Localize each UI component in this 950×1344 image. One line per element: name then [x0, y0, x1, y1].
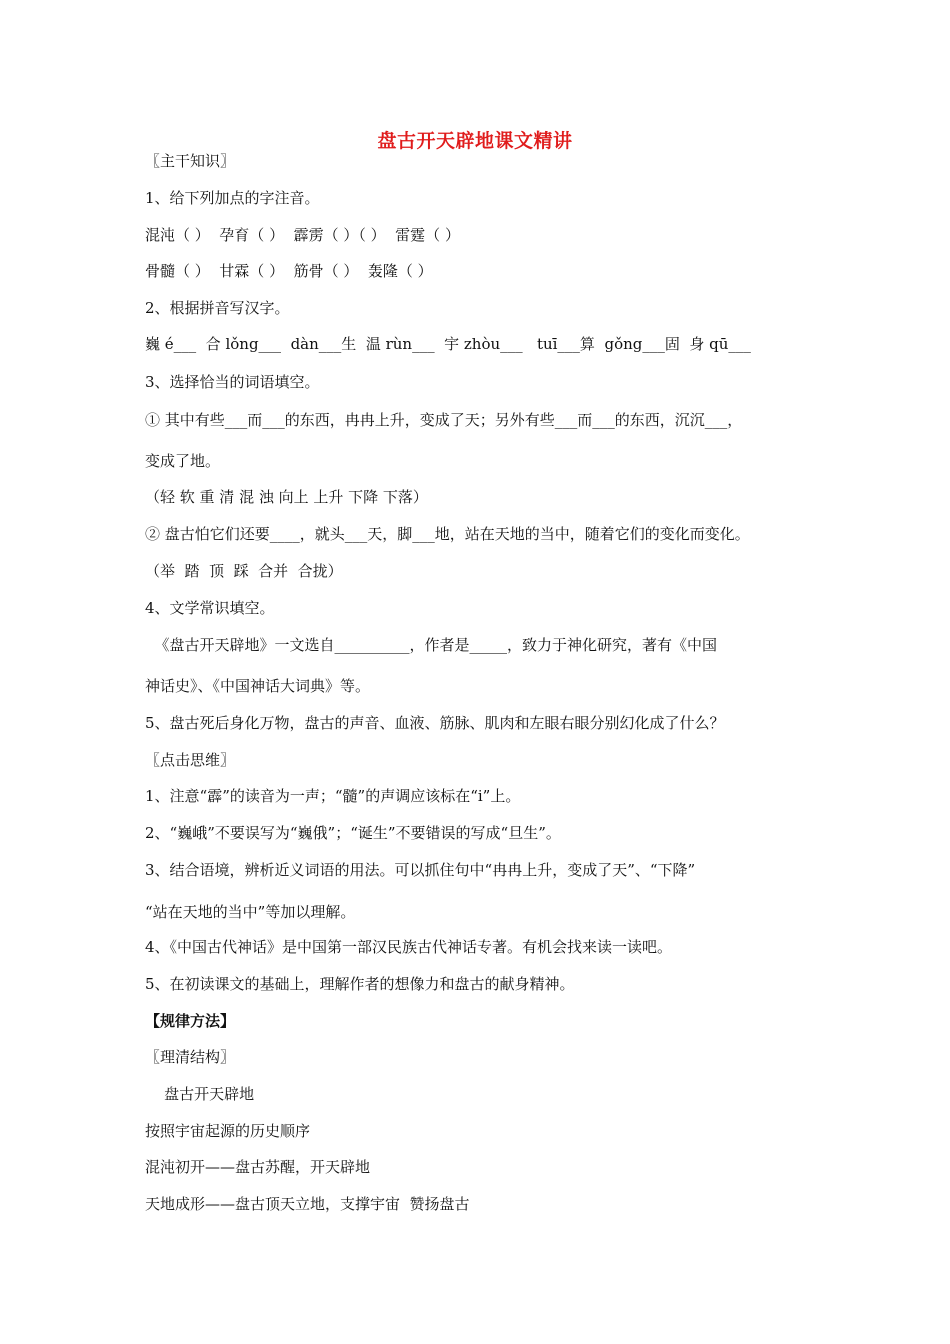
- question-4: 4、文学常识填空。: [145, 599, 275, 617]
- thinking-point-1: 1、注意“霹”的读音为一声；“髓”的声调应该标在“i”上。: [145, 787, 521, 805]
- structure-line-3: 天地成形——盘古顶天立地，支撑宇宙 赞扬盘古: [145, 1195, 470, 1213]
- section-heading-core-knowledge: 〖主干知识〗: [145, 152, 236, 170]
- question-3-sentence-2: ② 盘古怕它们还要____，就头___天，脚___地，站在天地的当中，随着它们的变化而变化。: [145, 525, 750, 543]
- question-4-text-cont: 神话史》、《中国神话大词典》等。: [145, 677, 371, 695]
- question-2: 2、根据拼音写汉字。: [145, 299, 290, 317]
- structure-line-2: 混沌初开——盘古苏醒，开天辟地: [145, 1158, 371, 1176]
- structure-line-1: 按照宇宙起源的历史顺序: [145, 1122, 311, 1140]
- question-3-options-2: （举 踏 顶 踩 合并 合拢）: [145, 562, 343, 580]
- structure-title: 盘古开天辟地: [145, 1085, 255, 1103]
- section-heading-structure: 〖理清结构〗: [145, 1048, 236, 1066]
- question-3: 3、选择恰当的词语填空。: [145, 373, 320, 391]
- question-4-text: 《盘古开天辟地》一文选自__________，作者是_____，致力于神化研究，著有《中国: [145, 636, 718, 654]
- question-2-items: 巍 é___ 合 lǒng___ dàn___生 温 rùn___ 宇 zhòu___ tuī___算 gǒng___固 身 qū___: [145, 335, 751, 353]
- section-heading-methods: 【规律方法】: [145, 1012, 236, 1030]
- question-1-row-2: 骨髓（ ） 甘霖（ ） 筋骨（ ） 轰隆（ ）: [145, 262, 433, 280]
- question-1-row-1: 混沌（ ） 孕育（ ） 霹雳（ ）（ ） 雷霆（ ）: [145, 226, 460, 244]
- question-1: 1、给下列加点的字注音。: [145, 189, 320, 207]
- thinking-point-3: 3、结合语境，辨析近义词语的用法。可以抓住句中“冉冉上升，变成了天”、“下降”: [145, 861, 696, 879]
- question-3-sentence-1: ① 其中有些___而___的东西，冉冉上升，变成了天；另外有些___而___的东西，沉沉___，: [145, 411, 743, 429]
- question-5: 5、盘古死后身化万物，盘古的声音、血液、筋脉、肌肉和左眼右眼分别幻化成了什么？: [145, 714, 725, 732]
- question-3-sentence-1-cont: 变成了地。: [145, 452, 221, 470]
- thinking-point-4: 4、《中国古代神话》是中国第一部汉民族古代神话专著。有机会找来读一读吧。: [145, 938, 673, 956]
- question-3-options-1: （轻 软 重 清 混 浊 向上 上升 下降 下落）: [145, 488, 428, 506]
- thinking-point-2: 2、“巍峨”不要误写为“巍俄”；“诞生”不要错误的写成“旦生”。: [145, 824, 561, 842]
- document-title: 盘古开天辟地课文精讲: [377, 130, 573, 152]
- section-heading-thinking: 〖点击思维〗: [145, 751, 236, 769]
- thinking-point-5: 5、在初读课文的基础上，理解作者的想像力和盘古的献身精神。: [145, 975, 575, 993]
- thinking-point-3-cont: “站在天地的当中”等加以理解。: [145, 903, 356, 921]
